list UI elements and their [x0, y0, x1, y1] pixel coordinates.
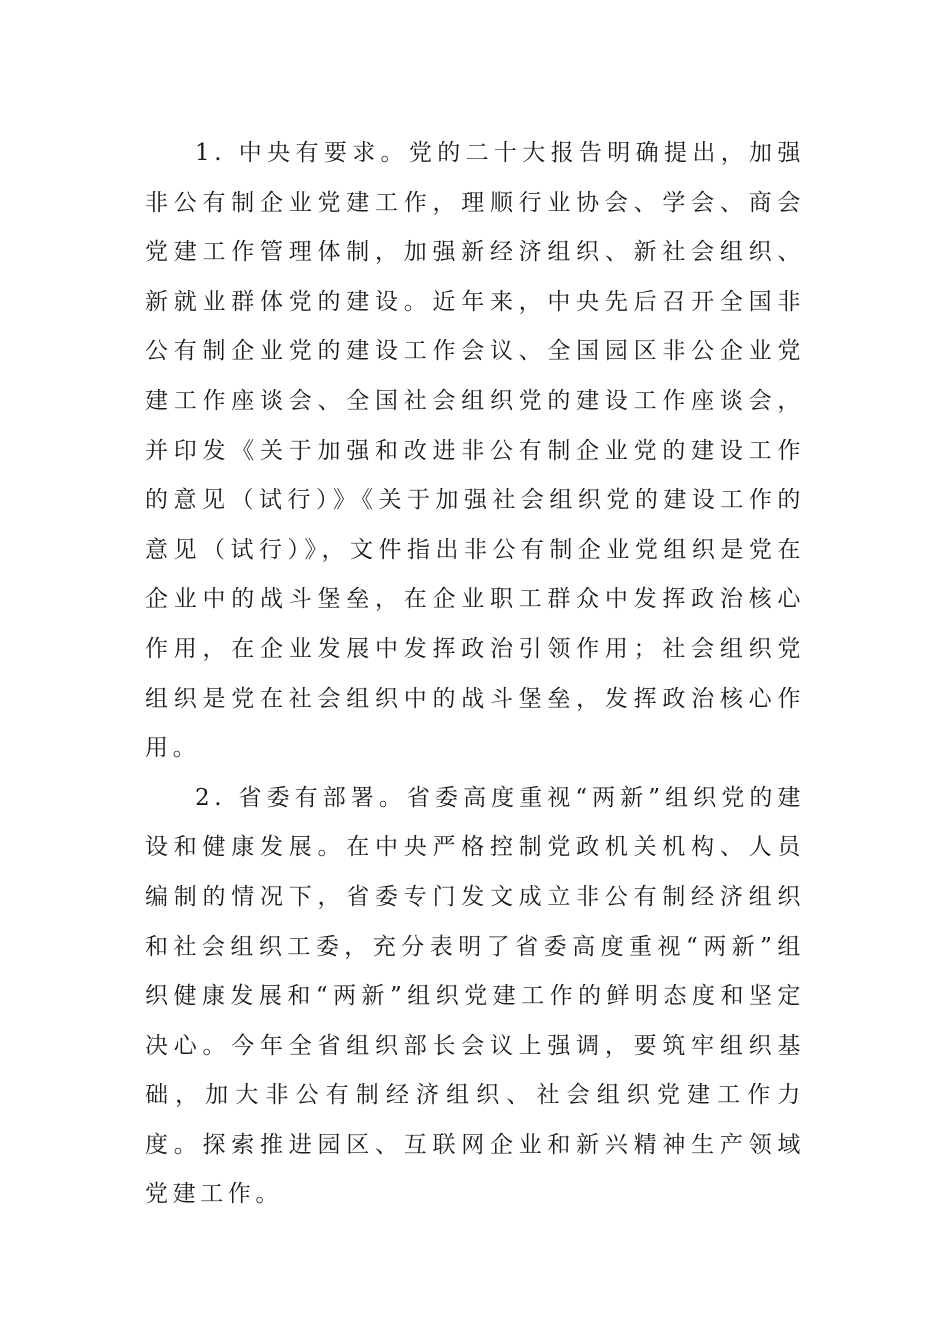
document-body: [145, 129, 805, 1220]
paragraph-provincial-deployment: 2. 省委有部署。省委高度重视“两新”组织党的建设和健康发展。在中央严格控制党政机关机构、人员编制的情况下，省委专门发文成立非公有制经济组织和社会组织工委，充分表明了省委高度重视“两新”组织健康发展和“两新”组织党建工作的鲜明态度和坚定决心。今年全省组织部长会议上强调，要筑牢组织基础，加大非公有制经济组织、社会组织党建工作力度。探索推进园区、互联网企业和新兴精神生产领域党建工作。: [145, 784, 805, 1208]
paragraph-central-requirements: 1. 中央有要求。党的二十大报告明确提出，加强非公有制企业党建工作，理顺行业协会、学会、商会党建工作管理体制，加强新经济组织、新社会组织、新就业群体党的建设。近年来，中央先后召开全国非公有制企业党的建设工作会议、全国园区非公企业党建工作座谈会、全国社会组织党的建设工作座谈会，并印发《关于加强和改进非公有制企业党的建设工作的意见（试行）》《关于加强社会组织党的建设工作的意见（试行）》，文件指出非公有制企业党组织是党在企业中的战斗堡垒，在企业职工群众中发挥政治核心作用，在企业发展中发挥政治引领作用；社会组织党组织是党在社会组织中的战斗堡垒，发挥政治核心作用。: [145, 140, 805, 762]
